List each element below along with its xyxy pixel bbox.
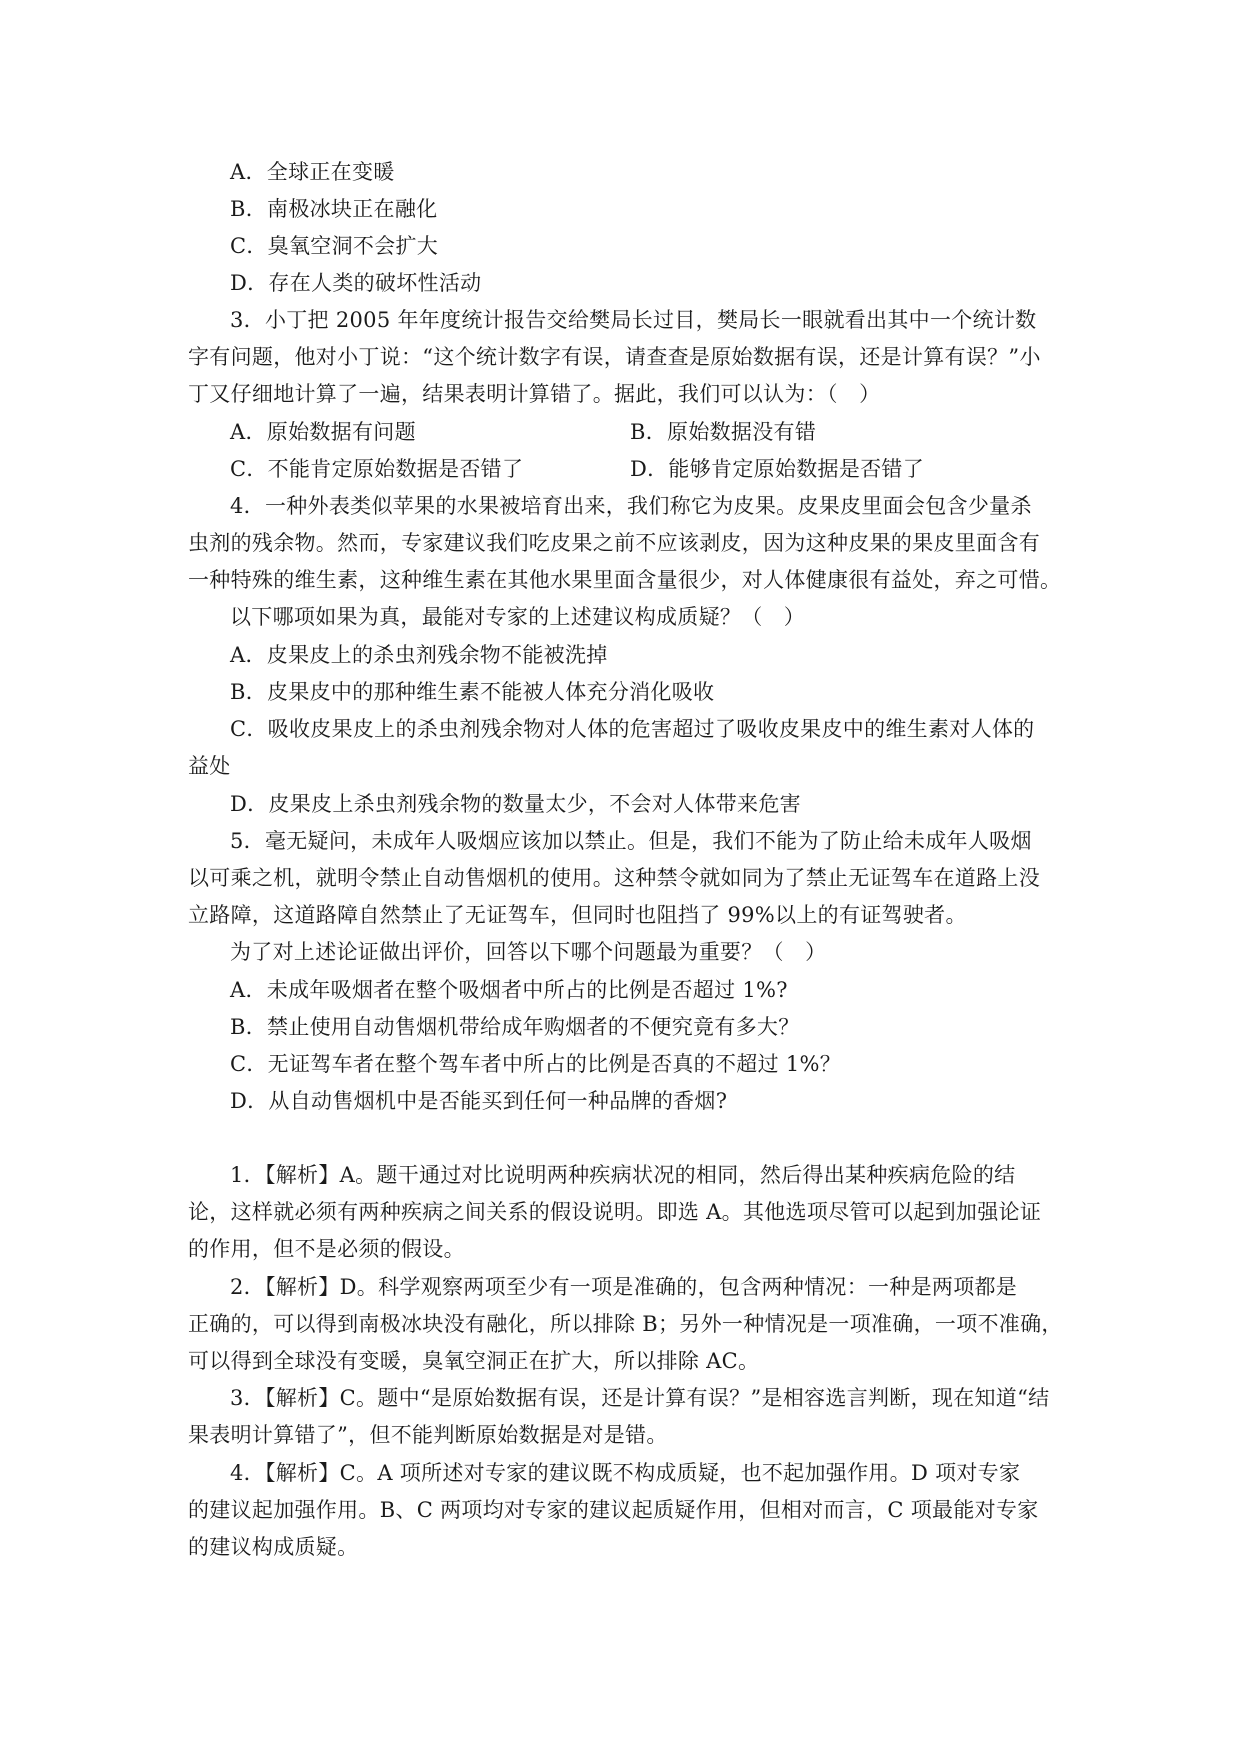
q4-option-b: B．皮果皮中的那种维生素不能被人体充分消化吸收 (230, 680, 715, 704)
q3-option-c: C．不能肯定原始数据是否错了 (230, 457, 524, 481)
answer-4-line-3: 的建议构成质疑。 (188, 1535, 359, 1559)
answer-3-line-1: 3．【解析】C。题中“是原始数据有误，还是计算有误？”是相容选言判断，现在知道“结 (230, 1386, 1050, 1410)
q4-option-a: A．皮果皮上的杀虫剂残余物不能被洗掉 (230, 643, 608, 667)
q2-option-c: C．臭氧空洞不会扩大 (230, 234, 439, 258)
q5-stem-line-1: 5．毫无疑问，未成年人吸烟应该加以禁止。但是，我们不能为了防止给未成年人吸烟 (230, 829, 1032, 853)
q3-option-d: D．能够肯定原始数据是否错了 (630, 457, 925, 481)
q3-stem-line-1: 3．小丁把 2005 年年度统计报告交给樊局长过目，樊局长一眼就看出其中一个统计数 (230, 308, 1037, 332)
q4-option-c: C．吸收皮果皮上的杀虫剂残余物对人体的危害超过了吸收皮果皮中的维生素对人体的 (230, 717, 1035, 741)
q3-option-a: A．原始数据有问题 (230, 420, 416, 444)
answer-2-line-2: 正确的，可以得到南极冰块没有融化，所以排除 B；另外一种情况是一项准确，一项不准确， (188, 1312, 1063, 1336)
answer-4-line-1: 4．【解析】C。A 项所述对专家的建议既不构成质疑，也不起加强作用。D 项对专家 (230, 1461, 1021, 1485)
q5-option-d: D．从自动售烟机中是否能买到任何一种品牌的香烟? (230, 1089, 728, 1113)
q4-option-d: D．皮果皮上杀虫剂残余物的数量太少，不会对人体带来危害 (230, 792, 801, 816)
answer-3-line-2: 果表明计算错了”，但不能判断原始数据是对是错。 (188, 1423, 668, 1447)
answer-1-line-2: 论，这样就必须有两种疾病之间关系的假设说明。即选 A。其他选项尽管可以起到加强论证 (188, 1200, 1042, 1224)
q4-stem-line-2: 虫剂的残余物。然而，专家建议我们吃皮果之前不应该剥皮，因为这种皮果的果皮里面含有 (188, 531, 1040, 555)
q4-option-c-continued: 益处 (188, 754, 231, 778)
answer-1-line-1: 1．【解析】A。题干通过对比说明两种疾病状况的相同，然后得出某种疾病危险的结 (230, 1163, 1016, 1187)
q5-option-b: B．禁止使用自动售烟机带给成年购烟者的不便究竟有多大？ (230, 1015, 800, 1039)
q5-stem-line-3: 立路障，这道路障自然禁止了无证驾车，但同时也阻挡了 99%以上的有证驾驶者。 (188, 903, 967, 927)
q5-question: 为了对上述论证做出评价，回答以下哪个问题最为重要？（ ） (230, 940, 827, 964)
q4-question: 以下哪项如果为真，最能对专家的上述建议构成质疑？（ ） (230, 605, 806, 629)
q3-stem-line-3: 丁又仔细地计算了一遍，结果表明计算错了。据此，我们可以认为：（ ） (188, 382, 881, 406)
q4-stem-line-3: 一种特殊的维生素，这种维生素在其他水果里面含量很少，对人体健康很有益处，弃之可惜。 (188, 568, 1062, 592)
q3-option-b: B．原始数据没有错 (630, 420, 817, 444)
q3-stem-line-2: 字有问题，他对小丁说：“这个统计数字有误，请查查是原始数据有误，还是计算有误？”小 (188, 345, 1041, 369)
q5-stem-line-2: 以可乘之机，就明令禁止自动售烟机的使用。这种禁令就如同为了禁止无证驾车在道路上没 (188, 866, 1040, 890)
q2-option-d: D．存在人类的破坏性活动 (230, 271, 482, 295)
q2-option-a: A．全球正在变暖 (230, 160, 395, 184)
q2-option-b: B．南极冰块正在融化 (230, 197, 438, 221)
q4-stem-line-1: 4．一种外表类似苹果的水果被培育出来，我们称它为皮果。皮果皮里面会包含少量杀 (230, 494, 1032, 518)
answer-2-line-1: 2．【解析】D。科学观察两项至少有一项是准确的，包含两种情况：一种是两项都是 (230, 1275, 1018, 1299)
answer-4-line-2: 的建议起加强作用。B、C 两项均对专家的建议起质疑作用，但相对而言，C 项最能对专家 (188, 1498, 1039, 1522)
q5-option-c: C．无证驾车者在整个驾车者中所占的比例是否真的不超过 1%？ (230, 1052, 842, 1076)
q5-option-a: A．未成年吸烟者在整个吸烟者中所占的比例是否超过 1%? (230, 978, 788, 1002)
answer-2-line-3: 可以得到全球没有变暖，臭氧空洞正在扩大，所以排除 AC。 (188, 1349, 760, 1373)
answer-1-line-3: 的作用，但不是必须的假设。 (188, 1237, 465, 1261)
